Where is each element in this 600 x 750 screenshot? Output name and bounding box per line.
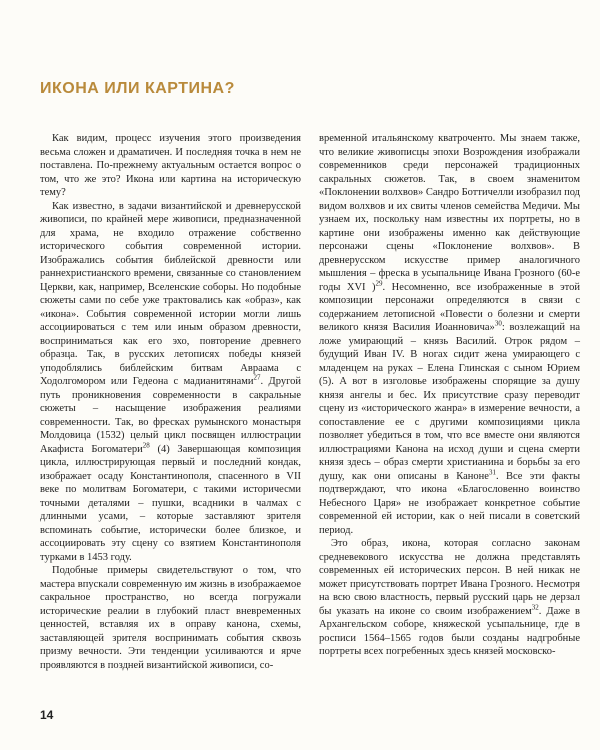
paragraph [319, 132, 580, 537]
paragraph [40, 132, 301, 200]
text-columns [40, 132, 580, 732]
left-column [40, 132, 301, 732]
paragraph-text: Как видим, процесс изучения этого произведения весьма сложен и драматичен. И последняя точка в нем не поставлена. По-прежнему актуальным остается вопрос о том, что же это? Икона или картина на историческую тему? [40, 133, 301, 198]
footnote-marker: 27 [253, 373, 261, 382]
right-column [319, 132, 580, 732]
paragraph-text: (4) Завершающая композиция цикла, иллюстрирующая первый и последний кондак, изображает осаду Константинополя, спасенного в VII веке по молитвам Богоматери, с такими историчесми точными деталями – пушки, всадники в чалмах с длинными усами, – которые заставляют зрителя вспоминать событие, исторически более близкое, и ассоциировать эту сцену со взятием Константинополя турками в 1453 году. [40, 443, 301, 563]
page-number: 14 [40, 708, 54, 722]
paragraph [319, 537, 580, 659]
paragraph-text: Как известно, в задачи византийской и древнерусской живописи, по крайней мере живописи, предназначенной для храма, не входило отражение собственно исторического события современной истории. Изображались события библейской древности или раннехристианского времени, связанные со становлением Церкви, как, например, Вселенские соборы. Но подобные сюжеты сами по себе уже трактовались как «образ», как «икона». События современной истории могли лишь ассоциироваться с тем или иным образом древности, восприниматься как его эхо, повторение древнего образца. Так, в русских летописях победы князей уподоблялись библейским битвам Авраама с Ходолгомором или Гедеона с мадианитянами [40, 200, 301, 387]
paragraph [40, 200, 301, 565]
paragraph-text: . Даже в Архангельском соборе, княжеской усыпальнице, где в росписи 1564–1565 годов были созданы надгробные портреты всех погребенных здесь князей московско- [319, 605, 580, 657]
footnote-marker: 30 [494, 319, 502, 328]
footnote-marker: 29 [375, 279, 383, 287]
paragraph-text: : возлежащий на ложе умирающий – князь Василий. Отрок рядом – будущий Иван IV. В ногах сидит жена умирающего с младенцем на руках – Елена Глинская с сыном Юрием (5). А вот в изголовье изображены спорящие за душу князя ангелы и бес. Их присутствие сразу переводит сцену из «исторического жанра» в измерение вечности, а сопоставление ее с другими композициями цикла позволяет убедиться в том, что все вместе они являются иллюстрациями Канона на исход души и сцена смерти князя здесь – образ смерти христианина и борьбы за его душу, как они описаны в Каноне [319, 322, 581, 482]
paragraph [40, 564, 301, 672]
footnote-marker: 28 [142, 441, 150, 449]
page-title: ИКОНА ИЛИ КАРТИНА? [40, 80, 235, 97]
paragraph-text: . Другой путь проникновения современности в сакральные сюжеты – насыщение изображения реалиями современности. Так, во фресках румынского монастыря Молдовица (1532) целый цикл посвящен иллюстрации Акафиста Богоматери [40, 376, 301, 455]
footnote-marker: 31 [488, 468, 496, 476]
paragraph-text: Подобные примеры свидетельствуют о том, что мастера впускали современную им жизнь в изображаемое сакральное пространство, но всегда погружали исторические реалии в глубокий пласт вневременных ценностей, вставляя их в оправу канона, схемы, заставляющей зрителя воспринимать события сквозь призму вечности. Эти тенденции усиливаются и ярче проявляются в поздней византийской живописи, со- [40, 565, 301, 671]
paragraph-text: временной итальянскому кватроченто. Мы знаем также, что великие живописцы эпохи Возрождения изображали современников среди персонажей традиционных сакральных сюжетов. Так, в своем знаменитом «Поклонении волхвов» Сандро Боттичелли изобразил под видом волхвов и их свиты членов семейства Медичи. Мы узнаем их, поскольку нам известны их портреты, но в картине они изображены именно как действующие персонажи сцены «Поклонение волхвов». В древнерусском искусстве пример аналогичного мышления – фреска в усыпальнице Ивана Грозного (60-е годы XVI ) [319, 133, 580, 293]
paragraph-text: Это образ, икона, которая согласно законам средневекового искусства не должна представлять современных ей исторических персон. В ней никак не может присутствовать портрет Ивана Грозного. Несмотря на всю свою властность, первый русский царь не дерзал бы указать на иконе со своим изображением [319, 538, 580, 617]
paragraph-text: . Несомненно, все изображенные в этой композиции персонажи определяются в связи с содержанием летописной «Повести о болезни и смерти великого князя Василия Иоанновича» [319, 281, 580, 333]
footnote-marker: 32 [531, 603, 539, 611]
paragraph-text: . Все эти факты подтверждают, что икона «Благословенно воинство Небесного Царя» не изображает конкретное событие современной ей истории, как о ней писали в советский период. [319, 470, 580, 536]
